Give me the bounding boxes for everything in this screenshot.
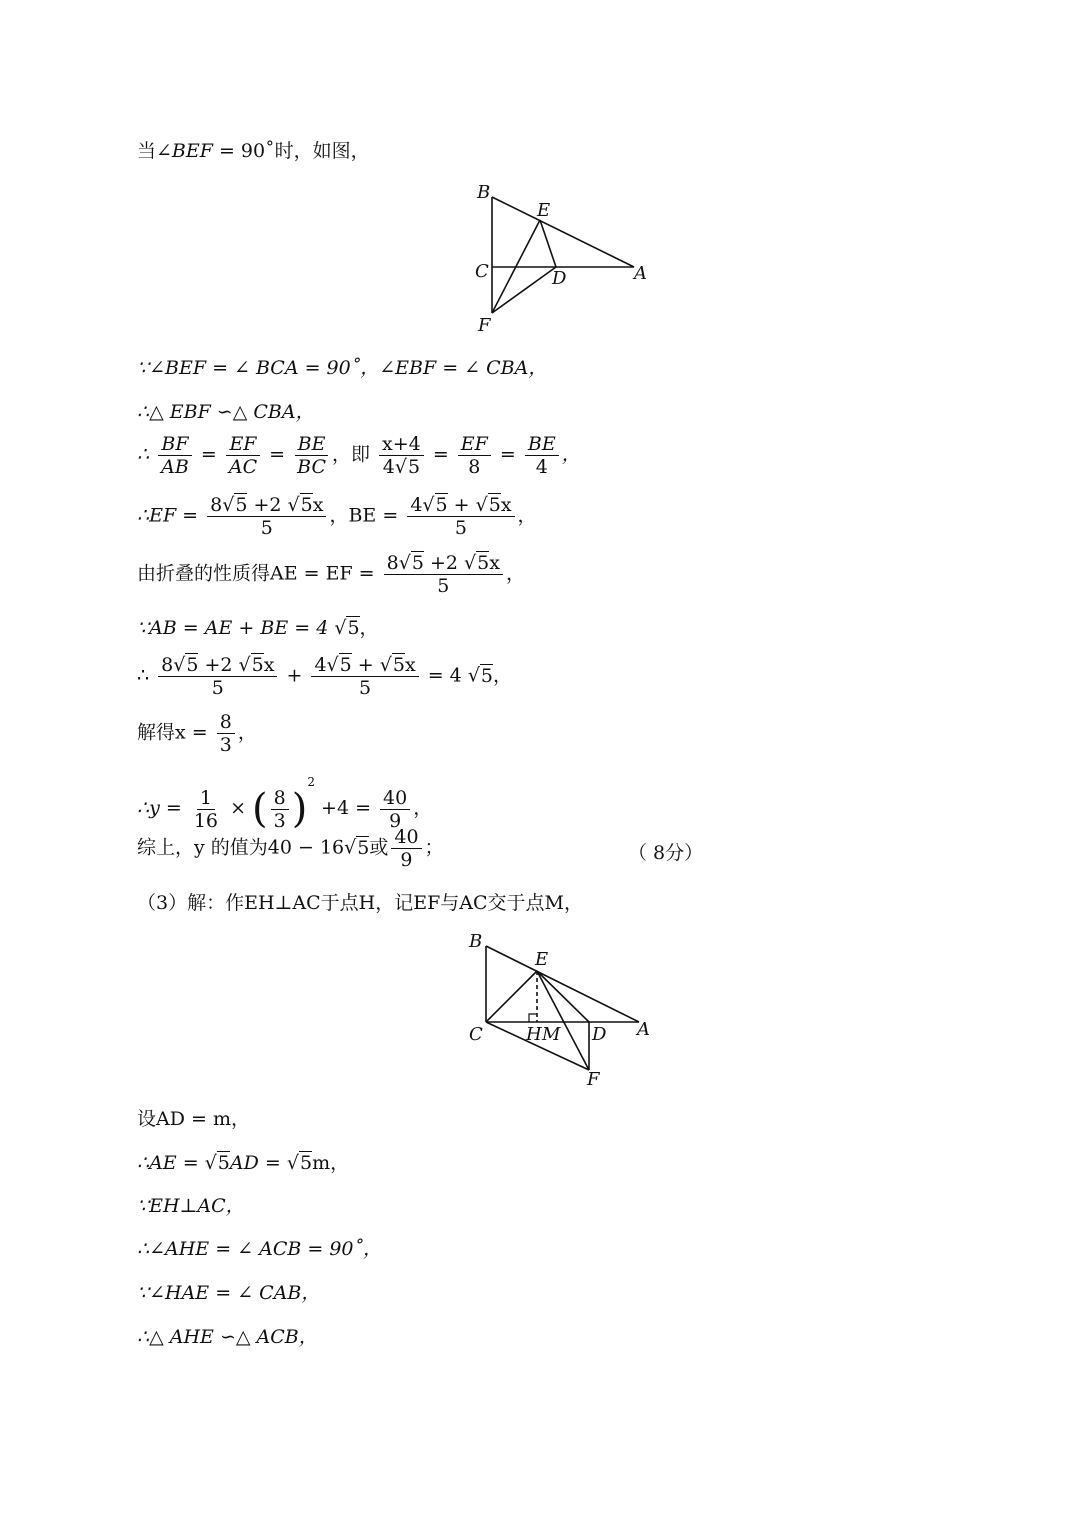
text-line-1: 当∠BEF = 90˚时，如图， (137, 140, 370, 162)
figure-1 (470, 180, 660, 335)
label-f: F (478, 315, 491, 335)
line-ed (537, 971, 589, 1022)
label-f: F (587, 1069, 600, 1090)
label-c: C (469, 1024, 483, 1045)
text-line-14: ∴AE = √5AD = √5m， (137, 1152, 350, 1174)
text-line-7: ∵AB = AE + BE = 4 √5， (137, 617, 379, 639)
label-h: H (526, 1024, 542, 1045)
text-line-8: ∴ $\frac{8√5 +2 √5x}{5}$ + $\frac{4√5 + √5x}{5}$ = 4 √5， (137, 654, 513, 699)
text-line-16: ∴∠AHE = ∠ ACB = 90˚， (137, 1238, 383, 1260)
label-e: E (537, 200, 551, 221)
text-line-12: （3）解：作EH⊥AC于点H，记EF与AC交于点M， (137, 892, 583, 914)
text-line-13: 设AD = m， (137, 1108, 250, 1130)
label-a: A (634, 263, 647, 284)
text-line-4: ∴ $\frac{BF}{AB}$ = $\frac{EF}{AC}$ = $\frac{BE}{BC}$ ，即 $\frac{x+4}{4√5}$ = $\frac{EF}{8}$ = $\frac{BE}{4}$ ， (137, 433, 581, 478)
text-line-6: 由折叠的性质得AE = EF = $\frac{8√5 +2 √5x}{5}$ ， (137, 552, 525, 597)
text-line-18: ∴△ AHE ∽△ ACB， (137, 1326, 318, 1348)
score-label: （ 8分） (628, 842, 704, 864)
line-ef (537, 971, 589, 1070)
line-df (492, 267, 556, 313)
label-d: D (592, 1024, 607, 1045)
label-d: D (552, 268, 567, 289)
label-c: C (475, 261, 489, 282)
label-b: B (469, 931, 483, 952)
figure-2 (462, 928, 662, 1090)
text-line-5: ∴EF = $\frac{8√5 +2 √5x}{5}$ ，BE = $\frac{4√5 + √5x}{5}$ ， (137, 494, 537, 539)
text-line-17: ∵∠HAE = ∠ CAB， (137, 1282, 321, 1304)
label-b: B (477, 182, 491, 203)
label-m: M (542, 1024, 561, 1045)
right-angle-h (529, 1014, 537, 1022)
label-a: A (637, 1019, 650, 1040)
text-line-9: 解得x = $\frac{8}{3}$ ， (137, 711, 257, 756)
text-line-3: ∴△ EBF ∽△ CBA， (137, 401, 315, 423)
label-e: E (535, 949, 549, 970)
text-line-2: ∵∠BEF = ∠ BCA = 90˚，∠EBF = ∠ CBA， (137, 357, 548, 379)
text-line-11: 综上，y 的值为40 − 16√5或 $\frac{40}{9}$ ； (137, 826, 444, 871)
line-ba (486, 946, 639, 1022)
text-line-15: ∵EH⊥AC， (137, 1195, 245, 1217)
text-line-10: ∴y = $\frac{1}{16}$ × ( $\frac{8}{3}$ )$^2$ +4 = $\frac{40}{9}$ ， (137, 775, 433, 832)
line-ba (492, 197, 634, 267)
